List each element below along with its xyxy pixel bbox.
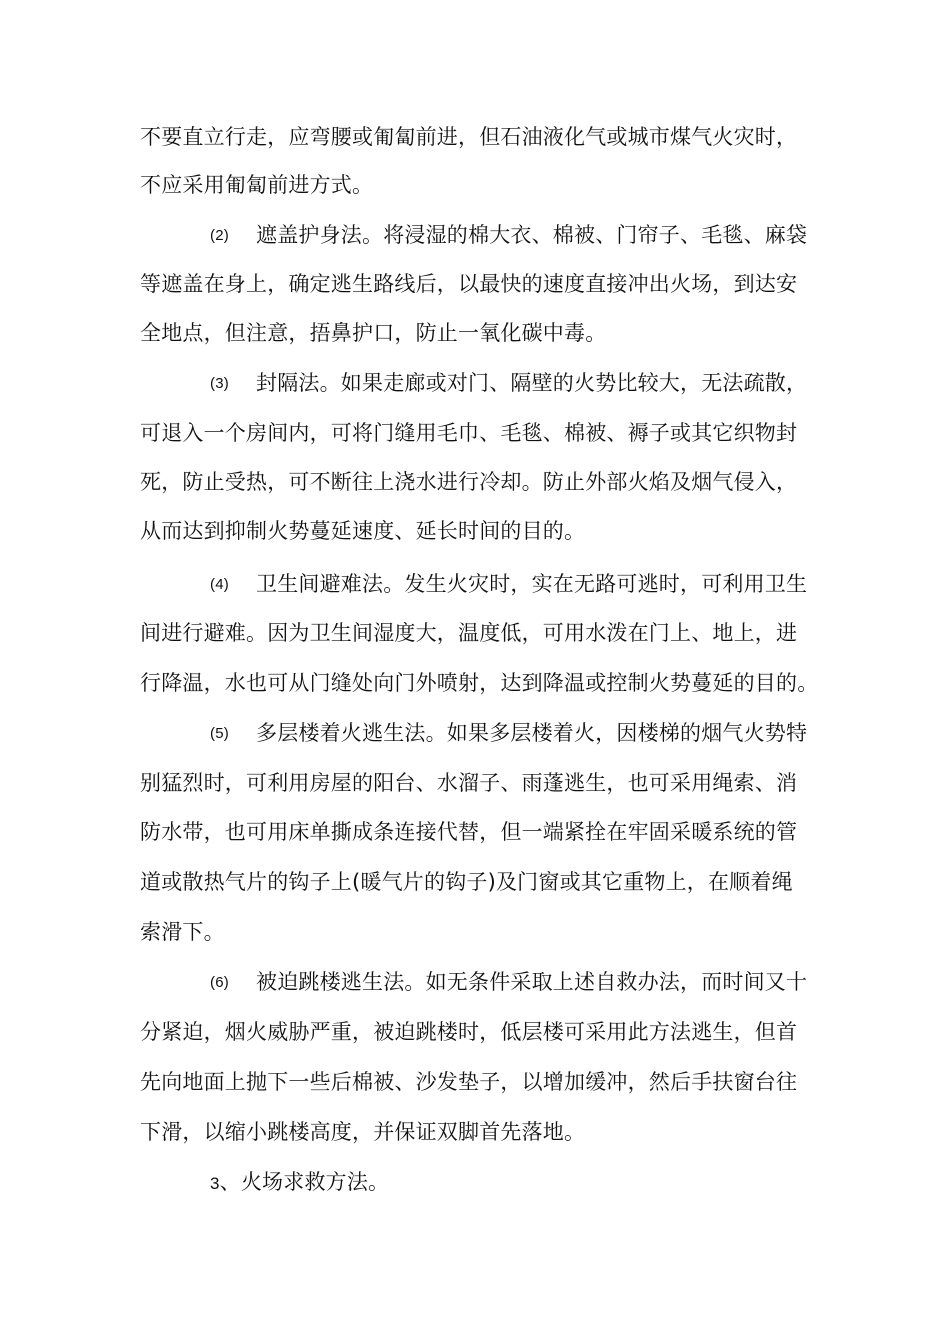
item-number: (4): [210, 576, 229, 593]
list-item-4: [210, 572, 807, 597]
paragraph-line: 死，防止受热，可不断往上浇水进行冷却。防止外部火焰及烟气侵入，: [140, 470, 798, 494]
paragraph-line: 防水带，也可用床单撕成条连接代替，但一端紧拴在牢固采暖系统的管: [140, 820, 798, 844]
paragraph-line: 不应采用匍匐前进方式。: [140, 173, 374, 197]
paragraph-line: 从而达到抑制火势蔓延速度、延长时间的目的。: [140, 519, 586, 543]
paragraph-line: 可退入一个房间内，可将门缝用毛巾、毛毯、棉被、褥子或其它织物封: [140, 421, 798, 445]
paragraph-line: 索滑下。: [140, 920, 225, 944]
paragraph-line: 多层楼着火逃生法。如果多层楼着火，因楼梯的烟气火势特: [256, 721, 808, 745]
paragraph-line: 卫生间避难法。发生火灾时，实在无路可逃时，可利用卫生: [256, 572, 808, 596]
paragraph-line: 道或散热气片的钩子上(暖气片的钩子)及门窗或其它重物上，在顺着绳: [140, 870, 793, 894]
section-number: 3: [210, 1174, 220, 1193]
list-item-5: [210, 721, 807, 746]
section-title: 、火场求救方法。: [219, 1170, 390, 1194]
paragraph-line: 行降温，水也可从门缝处向门外喷射，达到降温或控制火势蔓延的目的。: [140, 671, 819, 695]
paragraph-line: 别猛烈时，可利用房屋的阳台、水溜子、雨蓬逃生，也可采用绳索、消: [140, 771, 798, 795]
paragraph-line: 间进行避难。因为卫生间湿度大，温度低，可用水泼在门上、地上，进: [140, 621, 798, 645]
item-number: (3): [210, 375, 229, 392]
paragraph-line: 分紧迫，烟火威胁严重，被迫跳楼时，低层楼可采用此方法逃生，但首: [140, 1020, 798, 1044]
item-number: (2): [210, 227, 229, 244]
paragraph-line: 下滑，以缩小跳楼高度，并保证双脚首先落地。: [140, 1120, 586, 1144]
paragraph-line: 遮盖护身法。将浸湿的棉大衣、棉被、门帘子、毛毯、麻袋: [256, 223, 808, 247]
paragraph-line: 先向地面上抛下一些后棉被、沙发垫子，以增加缓冲，然后手扶窗台往: [140, 1070, 798, 1094]
paragraph-line: 被迫跳楼逃生法。如无条件采取上述自救办法，而时间又十: [256, 970, 808, 994]
paragraph-line: 等遮盖在身上，确定逃生路线后，以最快的速度直接冲出火场，到达安: [140, 272, 798, 296]
list-item-2: [210, 223, 807, 248]
paragraph-line: 不要直立行走，应弯腰或匍匐前进，但石油液化气或城市煤气火灾时，: [140, 125, 798, 149]
paragraph-line: 封隔法。如果走廊或对门、隔壁的火势比较大，无法疏散，: [256, 371, 808, 395]
item-number: (5): [210, 725, 229, 742]
list-item-6: [210, 970, 807, 995]
paragraph-line: 全地点，但注意，捂鼻护口，防止一氧化碳中毒。: [140, 321, 607, 345]
list-item-3: [210, 371, 807, 396]
item-number: (6): [210, 974, 229, 991]
section-heading: [210, 1170, 389, 1196]
